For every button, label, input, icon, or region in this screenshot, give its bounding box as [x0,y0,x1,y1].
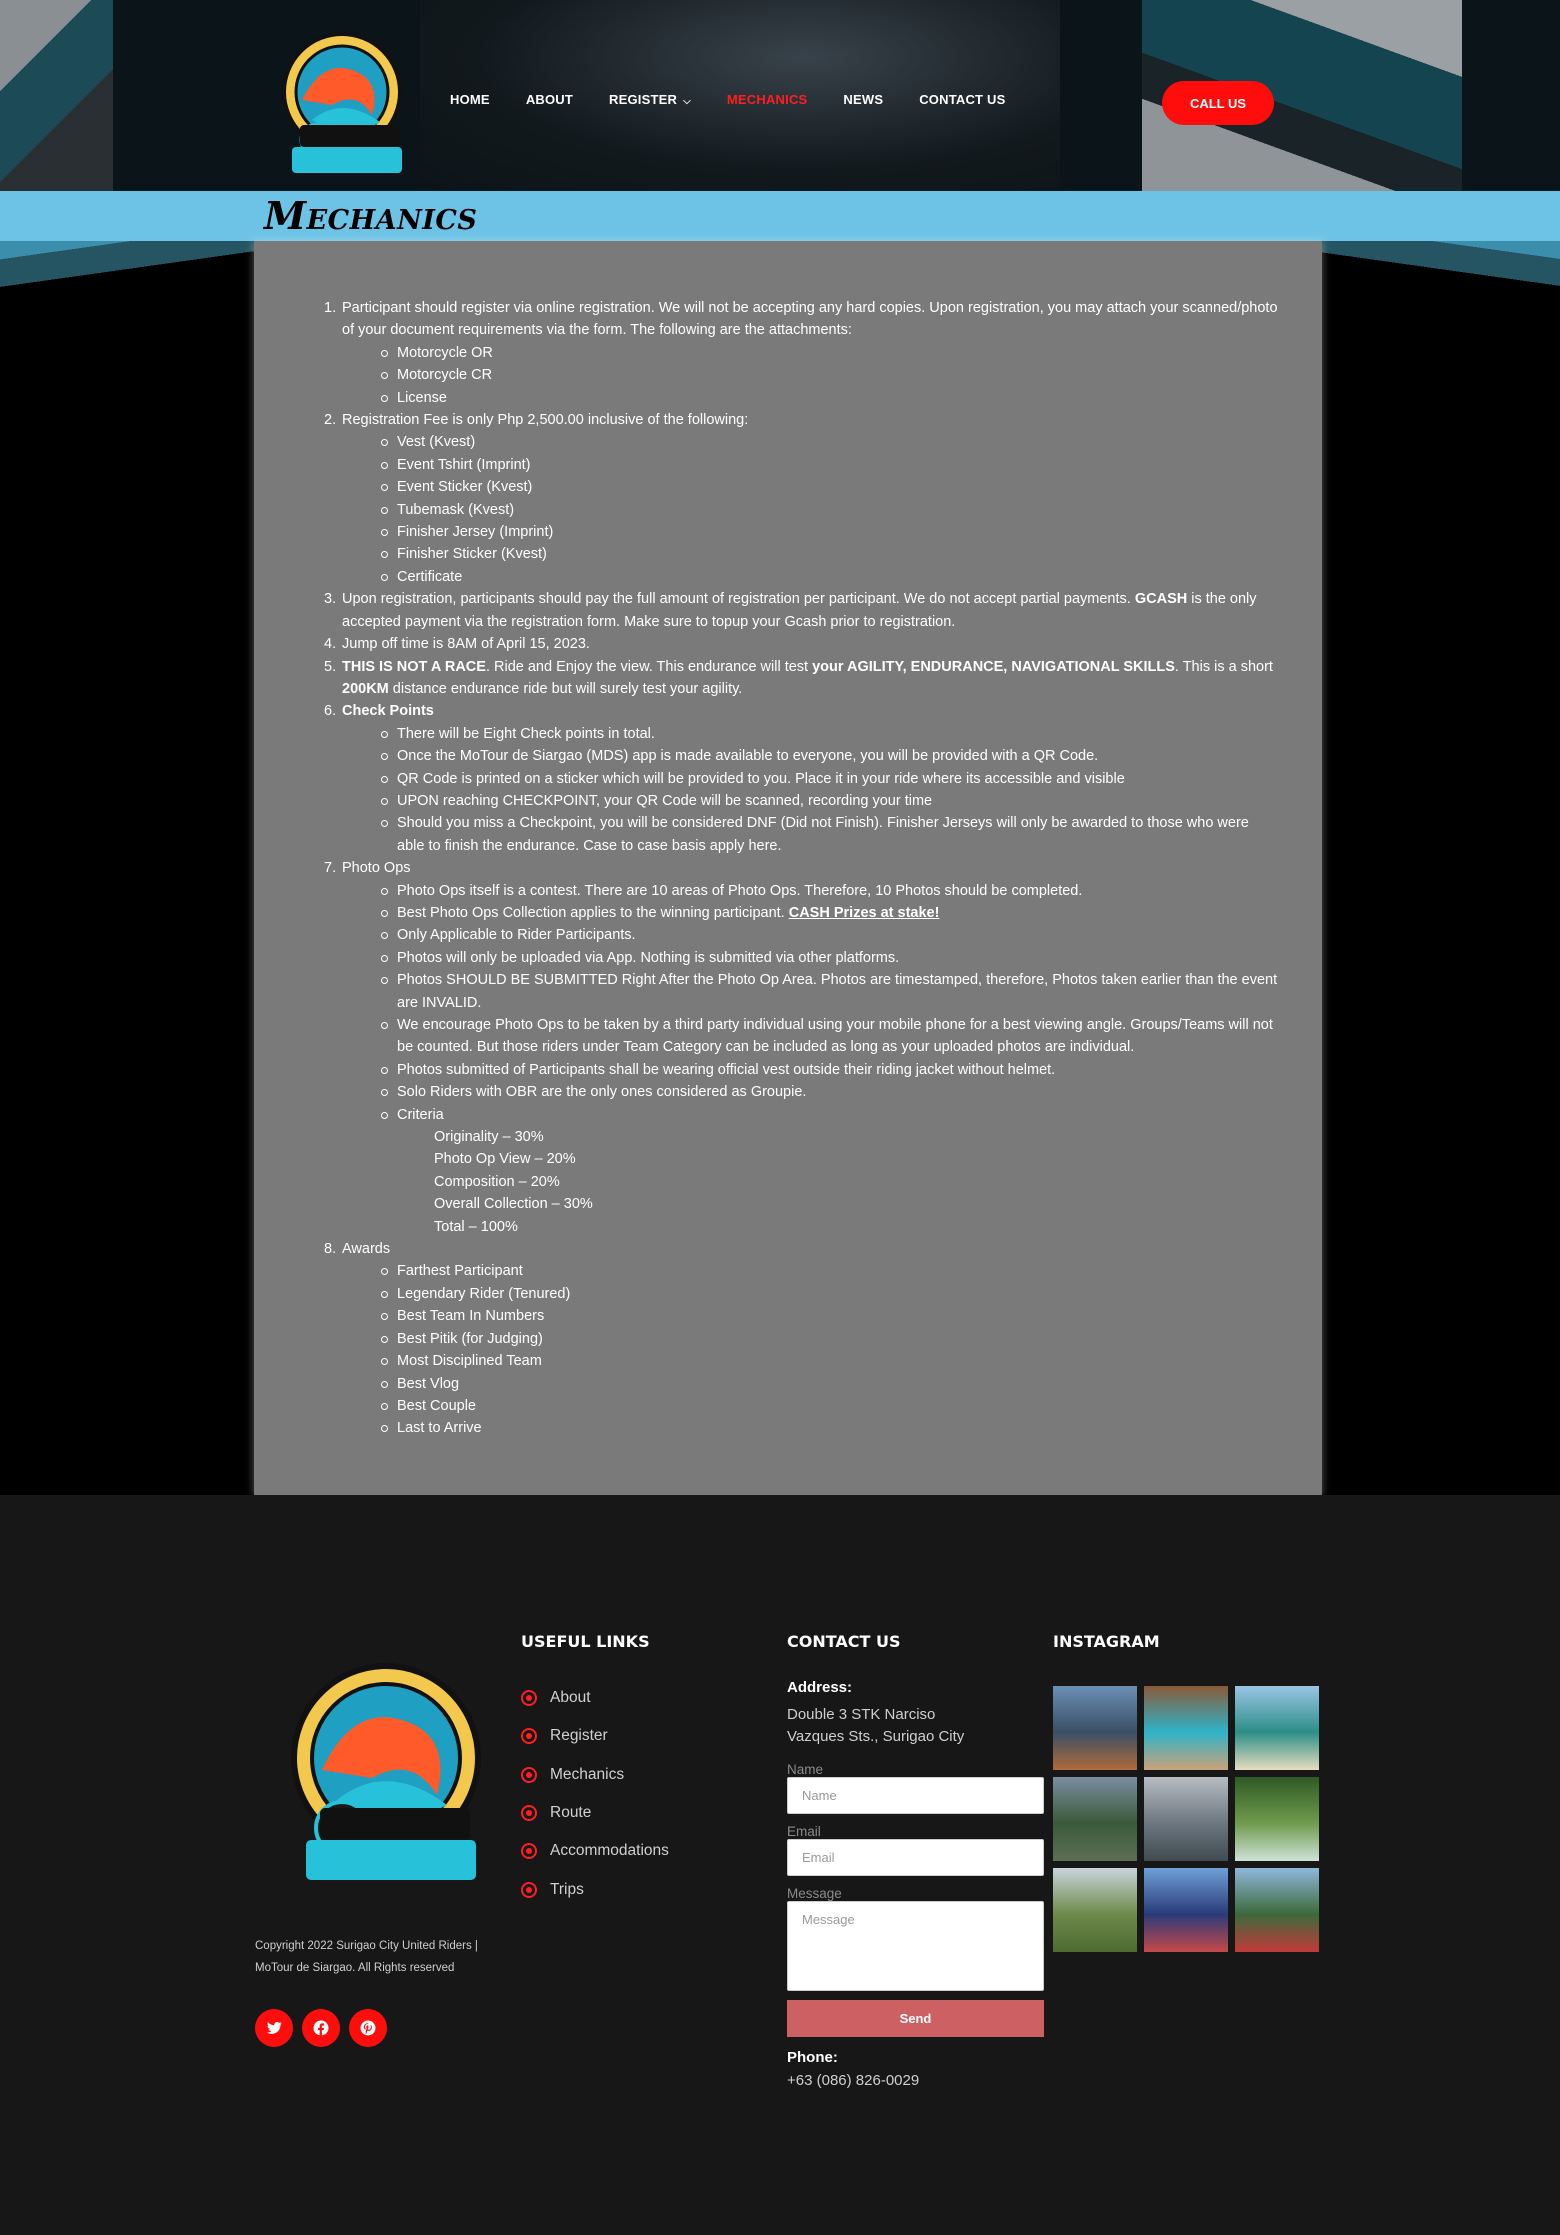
useful-links-list [521,1679,669,1909]
footer-link-trips[interactable]: Trips [521,1870,669,1908]
registration-text: Participant should register via online registration. We will not be accepting any hard copies. Upon registration, you may attach your scanned/photo of your document requirements via the form. The following are the attachments: [342,300,1278,339]
riders-group-photo[interactable] [1235,1868,1319,1952]
rock-pool-photo[interactable] [1144,1686,1228,1770]
list-item: Should you miss a Checkpoint, you will be considered DNF (Did not Finish). Finisher Jerseys will only be awarded to those who were able to finish the endurance. Case to case basis apply here. [379,812,1279,857]
call-us-button[interactable]: CALL US [1162,81,1274,125]
copyright-text: Copyright 2022 Surigao City United Riders | MoTour de Siargao. All Rights reserved [255,1940,478,1974]
list-item: QR Code is printed on a sticker which will be provided to you. Place it in your ride where its accessible and visible [379,768,1279,790]
mechanics-item-5: 5. THIS IS NOT A RACE. Ride and Enjoy the view. This endurance will test your AGILITY, ENDURANCE, NAVIGATIONAL SKILLS. This is a short 200KM distance endurance ride but will surely test your agility. [324,658,1273,697]
bullet-circle-icon [521,1882,537,1898]
riders-boardwalk-photo[interactable] [1144,1868,1228,1952]
criteria-item: Total – 100% [434,1218,518,1235]
bullet-circle-icon [521,1690,537,1706]
nav-contact-us[interactable]: CONTACT US [919,92,1006,107]
cash-prizes-link[interactable]: CASH Prizes at stake! [788,904,940,921]
list-item: There will be Eight Check points in total. [379,723,1279,745]
footer-link-register[interactable]: Register [521,1717,669,1755]
list-item: Once the MoTour de Siargao (MDS) app is made available to everyone, you will be provided with a QR Code. [379,745,1279,767]
nav-register[interactable] [609,92,691,107]
list-item: Solo Riders with OBR are the only ones considered as Groupie. [379,1081,1279,1103]
email-label: Email [787,1824,821,1839]
name-field[interactable] [787,1777,1044,1814]
main-nav [450,92,1041,107]
list-item: Finisher Sticker (Kvest) [379,543,1279,565]
mechanics-list [324,297,1279,1440]
list-item: Last to Arrive [379,1417,1279,1439]
criteria-item: Overall Collection – 30% [434,1196,593,1213]
footer-link-about[interactable]: About [521,1679,669,1717]
nav-news[interactable]: NEWS [843,92,884,107]
list-item: Criteria Originality – 30% Photo Op View – 20% Composition – 20% Overall Collection – 30% Total – 100% [379,1104,1279,1238]
list-item: Best Vlog [379,1373,1279,1395]
list-item: Best Pitik (for Judging) [379,1328,1279,1350]
address-label: Address: [787,1679,853,1696]
useful-links-heading: USEFUL LINKS [521,1632,650,1651]
mechanics-item-3: 3. Upon registration, participants should pay the full amount of registration per participant. We do not accept partial payments. GCASH is the only accepted payment via the registration form. Make sure to topup your Gcash prior to registration. [324,591,1257,630]
page-title: Mechanics [264,193,478,238]
list-item: Best Team In Numbers [379,1305,1279,1327]
list-item: Photos submitted of Participants shall be wearing official vest outside their riding jacket without helmet. [379,1059,1279,1081]
fee-text: Registration Fee is only Php 2,500.00 inclusive of the following: [342,412,749,429]
mechanics-item-6: 6. Check Points There will be Eight Check points in total. Once the MoTour de Siargao (MDS) app is made available to everyone, you will be provided with a QR Code. QR Code is printed on a sticker which will be provided to you. Place it in your ride where its accessible and visible UPON reaching CHECKPOINT, your QR Code will be scanned, recording your time Should you miss a Checkpoint, you will be considered DNF (Did not Finish). Finisher Jerseys will only be awarded to those who were able to finish the endurance. Case to case basis apply here. [324,700,1279,857]
mechanics-item-8: 8. Awards Farthest Participant Legendary Rider (Tenured) Best Team In Numbers Best Pitik (for Judging) Most Disciplined Team Best Vlog Best Couple Last to Arrive [324,1238,1279,1440]
pinterest-icon[interactable] [349,2009,387,2047]
footer-link-mechanics[interactable]: Mechanics [521,1756,669,1794]
mechanics-item-4: 4. Jump off time is 8AM of April 15, 2023. [324,636,590,653]
list-item: Legendary Rider (Tenured) [379,1283,1279,1305]
coastal-road-photo[interactable] [1053,1777,1137,1861]
list-item: Event Sticker (Kvest) [379,476,1279,498]
list-item: Motorcycle CR [379,364,1279,386]
list-item: Finisher Jersey (Imprint) [379,521,1279,543]
nav-register-label: REGISTER [609,92,678,107]
ocean-waves-photo[interactable] [1144,1777,1228,1861]
nav-home[interactable]: HOME [450,92,490,107]
bullet-circle-icon [521,1805,537,1821]
bullet-circle-icon [521,1843,537,1859]
instagram-grid [1053,1686,1319,1952]
list-item: Event Tshirt (Imprint) [379,454,1279,476]
mechanics-panel [254,241,1322,1495]
list-item: Only Applicable to Rider Participants. [379,924,1279,946]
list-item: License [379,387,1279,409]
contact-heading: CONTACT US [787,1632,901,1651]
footer-logo [262,1660,510,1890]
mechanics-item-7: 7. Photo Ops Photo Ops itself is a contest. There are 10 areas of Photo Ops. Therefore, 10 Photos should be completed. Best Photo Ops Collection applies to the winning participant. CASH Prizes at stake! Only Applicable to Rider Participants. Photos will only be uploaded via App. Nothing is submitted via other platforms. Photos SHOULD BE SUBMITTED Right After the Photo Op Area. Photos are timestamped, therefore, Photos taken earlier than the event are INVALID. We encourage Photo Ops to be taken by a third party individual using your mobile phone for a best viewing angle. Groups/Teams will not be counted. But those riders under Team Category can be included as long as your uploaded photos are individual. Photos submitted of Participants shall be wearing official vest outside their riding jacket without helmet. Solo Riders with OBR are the only ones considered as Groupie. Criteria Originality – 30% Photo Op View – 20% Composition – 20% Overall Collection – 30% Total – 100% [324,857,1279,1238]
chevron-down-icon: ⌵ [683,96,691,107]
pier-sunset-photo[interactable] [1053,1686,1137,1770]
list-item: Tubemask (Kvest) [379,499,1279,521]
waterfall-photo[interactable] [1235,1777,1319,1861]
bullet-circle-icon [521,1728,537,1744]
instagram-heading: INSTAGRAM [1053,1632,1160,1651]
nav-about[interactable]: ABOUT [525,92,574,107]
phone-number: +63 (086) 826-0029 [787,2072,920,2089]
mechanics-item-1: 1. Participant should register via online registration. We will not be accepting any hard copies. Upon registration, you may attach your scanned/photo of your document requirements via the form. The following are the attachments: Motorcycle OR Motorcycle CR License [324,297,1279,409]
list-item: Photos SHOULD BE SUBMITTED Right After the Photo Op Area. Photos are timestamped, therefore, Photos taken earlier than the event are INVALID. [379,969,1279,1014]
list-item: UPON reaching CHECKPOINT, your QR Code will be scanned, recording your time [379,790,1279,812]
list-item: Farthest Participant [379,1260,1279,1282]
nav-mechanics[interactable]: MECHANICS [726,92,808,107]
mechanics-item-2: 2. Registration Fee is only Php 2,500.00 inclusive of the following: Vest (Kvest) Event Tshirt (Imprint) Event Sticker (Kvest) Tubemask (Kvest) Finisher Jersey (Imprint) Finisher Sticker (Kvest) Certificate [324,409,1279,588]
send-button[interactable]: Send [787,2000,1044,2037]
email-field[interactable] [787,1839,1044,1876]
site-footer [0,1495,1560,2235]
header-wave-art-left [0,0,113,191]
name-label: Name [787,1762,824,1777]
criteria-item: Originality – 30% [434,1129,544,1146]
title-band [0,191,1560,241]
list-item: Best Couple [379,1395,1279,1417]
footer-link-route[interactable]: Route [521,1794,669,1832]
list-item: Photo Ops itself is a contest. There are 10 areas of Photo Ops. Therefore, 10 Photos should be completed. [379,880,1279,902]
social-links [255,2009,387,2047]
message-field[interactable] [787,1901,1044,1991]
address-text: Double 3 STK Narciso Vazques Sts., Surigao City [787,1706,965,1745]
list-item: Best Photo Ops Collection applies to the winning participant. CASH Prizes at stake! [379,902,1279,924]
facebook-icon[interactable] [302,2009,340,2047]
site-logo[interactable] [262,30,422,180]
twitter-icon[interactable] [255,2009,293,2047]
title-band-wing-left [0,241,255,297]
phone-label: Phone: [787,2049,838,2066]
bullet-circle-icon [521,1767,537,1783]
list-item: Motorcycle OR [379,342,1279,364]
list-item: Photos will only be uploaded via App. Nothing is submitted via other platforms. [379,947,1279,969]
criteria-item: Composition – 20% [434,1173,560,1190]
title-band-wing-right [1320,241,1560,297]
footer-link-accommodations[interactable]: Accommodations [521,1832,669,1870]
list-item: Vest (Kvest) [379,431,1279,453]
list-item: Most Disciplined Team [379,1350,1279,1372]
beach-coast-photo[interactable] [1235,1686,1319,1770]
list-item: Certificate [379,566,1279,588]
list-item: We encourage Photo Ops to be taken by a third party individual using your mobile phone for a best viewing angle. Groups/Teams will not be counted. But those riders under Team Category can be included as long as your uploaded photos are individual. [379,1014,1279,1059]
criteria-item: Photo Op View – 20% [434,1151,576,1168]
green-hill-photo[interactable] [1053,1868,1137,1952]
contact-block [787,1679,1044,2089]
message-label: Message [787,1886,842,1901]
